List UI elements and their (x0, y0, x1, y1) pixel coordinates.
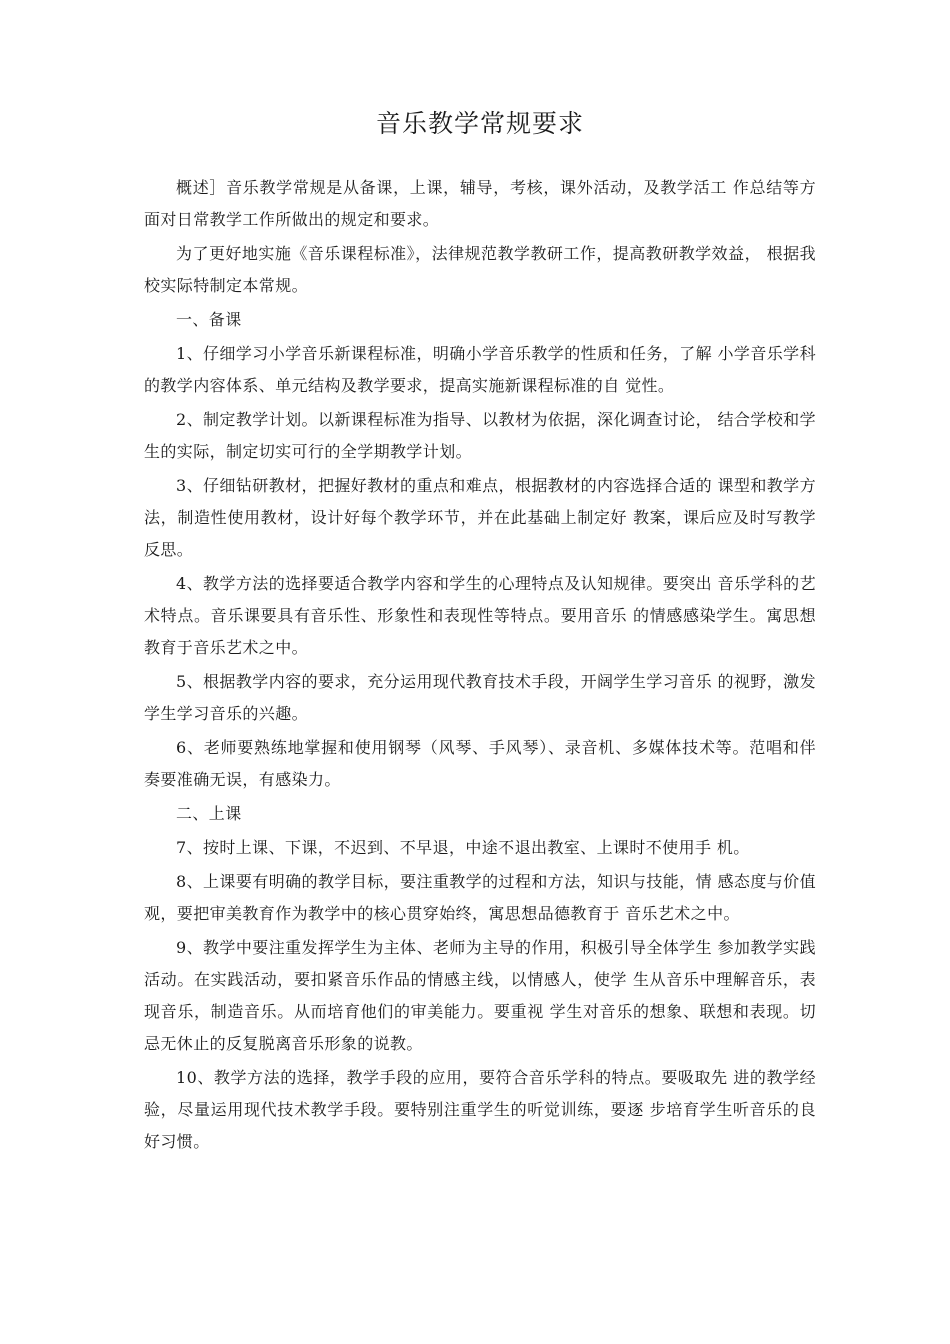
paragraph-item-4: 4、教学方法的选择要适合教学内容和学生的心理特点及认知规律。要突出 音乐学科的艺术特点。音乐课要具有音乐性、形象性和表现性等特点。要用音乐 的情感感染学生。寓思想教育于音乐艺术之中。 (144, 574, 816, 657)
paragraph-item-8: 8、上课要有明确的教学目标，要注重教学的过程和方法，知识与技能，情 感态度与价值观，要把审美教育作为教学中的核心贯穿始终，寓思想品德教育于 音乐艺术之中。 (144, 872, 816, 923)
paragraph-item-3: 3、仔细钻研教材，把握好教材的重点和难点，根据教材的内容选择合适的 课型和教学方法，制造性使用教材，设计好每个教学环节，并在此基础上制定好 教案，课后应及时写教学反思。 (144, 476, 816, 559)
paragraph-item-10: 10、教学方法的选择，教学手段的应用，要符合音乐学科的特点。要吸取先 进的教学经验，尽量运用现代技术教学手段。要特别注重学生的听觉训练，要逐 步培育学生听音乐的良好习惯。 (144, 1068, 816, 1151)
paragraph-item-6: 6、老师要熟练地掌握和使用钢琴（风琴、手风琴）、录音机、多媒体技术等。范唱和伴奏要准确无误，有感染力。 (144, 738, 816, 789)
paragraph-item-2: 2、制定教学计划。以新课程标准为指导、以教材为依据，深化调查讨论， 结合学校和学生的实际，制定切实可行的全学期教学计划。 (144, 410, 816, 461)
paragraph-item-1: 1、仔细学习小学音乐新课程标准，明确小学音乐教学的性质和任务，了解 小学音乐学科的教学内容体系、单元结构及教学要求，提高实施新课程标准的自 觉性。 (144, 344, 816, 395)
paragraph-purpose: 为了更好地实施《音乐课程标准》，法律规范教学教研工作，提高教研教学效益， 根据我校实际特制定本常规。 (144, 244, 816, 295)
paragraph-overview: 概述］音乐教学常规是从备课，上课，辅导，考核，课外活动，及教学活工 作总结等方面对日常教学工作所做出的规定和要求。 (144, 178, 816, 229)
document-title: 音乐教学常规要求 (375, 109, 584, 138)
document-page (144, 104, 816, 1160)
section-heading-class: 二、上课 (176, 804, 242, 823)
paragraph-item-5: 5、根据教学内容的要求，充分运用现代教育技术手段，开阔学生学习音乐 的视野，激发学生学习音乐的兴趣。 (144, 672, 816, 723)
section-heading-lesson-prep: 一、备课 (176, 310, 242, 329)
paragraph-item-9: 9、教学中要注重发挥学生为主体、老师为主导的作用，积极引导全体学生 参加教学实践活动。在实践活动，要扣紧音乐作品的情感主线，以情感人，使学 生从音乐中理解音乐，表现音乐，制造音乐。从而培育他们的审美能力。要重视 学生对音乐的想象、联想和表现。切忌无休止的反复脱离音乐形象的说教。 (144, 938, 816, 1053)
paragraph-item-7: 7、按时上课、下课，不迟到、不早退，中途不退出教室、上课时不使用手 机。 (176, 838, 750, 857)
